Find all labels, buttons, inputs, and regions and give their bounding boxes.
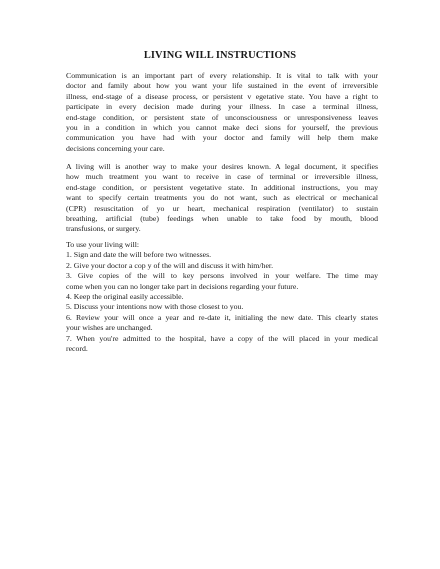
- paragraph-line: Communication is an important part of every relationship. It is vital to talk with your: [66, 71, 378, 80]
- instruction-item-continuation: your wishes are unchanged.: [66, 323, 153, 333]
- paragraph-line: decisions concerning your care.: [66, 143, 165, 153]
- paragraph-line: want to specify certain treatments you do not want, such as electrical or mechanical: [66, 193, 378, 203]
- instruction-item: 2. Give your doctor a cop y of the will and discuss it with him/her.: [66, 260, 274, 270]
- instruction-item: 1. Sign and date the will before two witnesses.: [66, 250, 212, 260]
- paragraph-line: A living will is another way to make your desires known. A legal document, it specifies: [66, 162, 378, 171]
- paragraph-communication: [66, 71, 378, 154]
- paragraph-line: illness, end-stage of a disease process, or persistent v egetative state. You have a right to: [66, 91, 378, 101]
- paragraph-line: (CPR) resuscitation of yo ur heart, mechanical respiration (ventilator) to sustain: [66, 203, 378, 213]
- instruction-item: 5. Discuss your intentions now with those closest to you.: [66, 302, 244, 312]
- paragraph-line: breathing, artificial (tube) feedings when unable to take food by mouth, blood: [66, 214, 378, 224]
- instructions-list: [66, 240, 378, 354]
- instruction-item: 7. When you're admitted to the hospital, have a copy of the will placed in your medical: [66, 333, 378, 343]
- paragraph-line: communication you have had with your doctor and family will help them make: [66, 133, 378, 143]
- instructions-intro: To use your living will:: [66, 240, 140, 249]
- paragraph-line: transfusions, or surgery.: [66, 224, 141, 234]
- paragraph-line: end-stage condition, or persistent state of unconsciousness or unresponsiveness leaves: [66, 112, 378, 122]
- paragraph-line: end-stage condition, or persistent vegetative state. In additional instructions, you may: [66, 182, 378, 192]
- instruction-item-continuation: come when you can no longer take part in decisions regarding your future.: [66, 281, 299, 291]
- paragraph-line: you in a condition in which you cannot make deci sions for yourself, the previous: [66, 123, 378, 133]
- instruction-item: 3. Give copies of the will to key persons involved in your welfare. The time may: [66, 271, 378, 281]
- paragraph-line: participate in every decision made during your illness. In case a terminal illness,: [66, 102, 378, 112]
- instruction-item: 4. Keep the original easily accessible.: [66, 292, 184, 302]
- paragraph-line: doctor and family about how you want your life sustained in the event of irreversible: [66, 81, 378, 91]
- instruction-item: 6. Review your will once a year and re-date it, initialing the new date. This clearly states: [66, 312, 378, 322]
- instruction-item-continuation: record.: [66, 344, 88, 354]
- paragraph-living-will: [66, 162, 378, 235]
- document-title: LIVING WILL INSTRUCTIONS: [143, 50, 297, 61]
- paragraph-line: how much treatment you want to receive in case of terminal or irreversible illness,: [66, 172, 378, 182]
